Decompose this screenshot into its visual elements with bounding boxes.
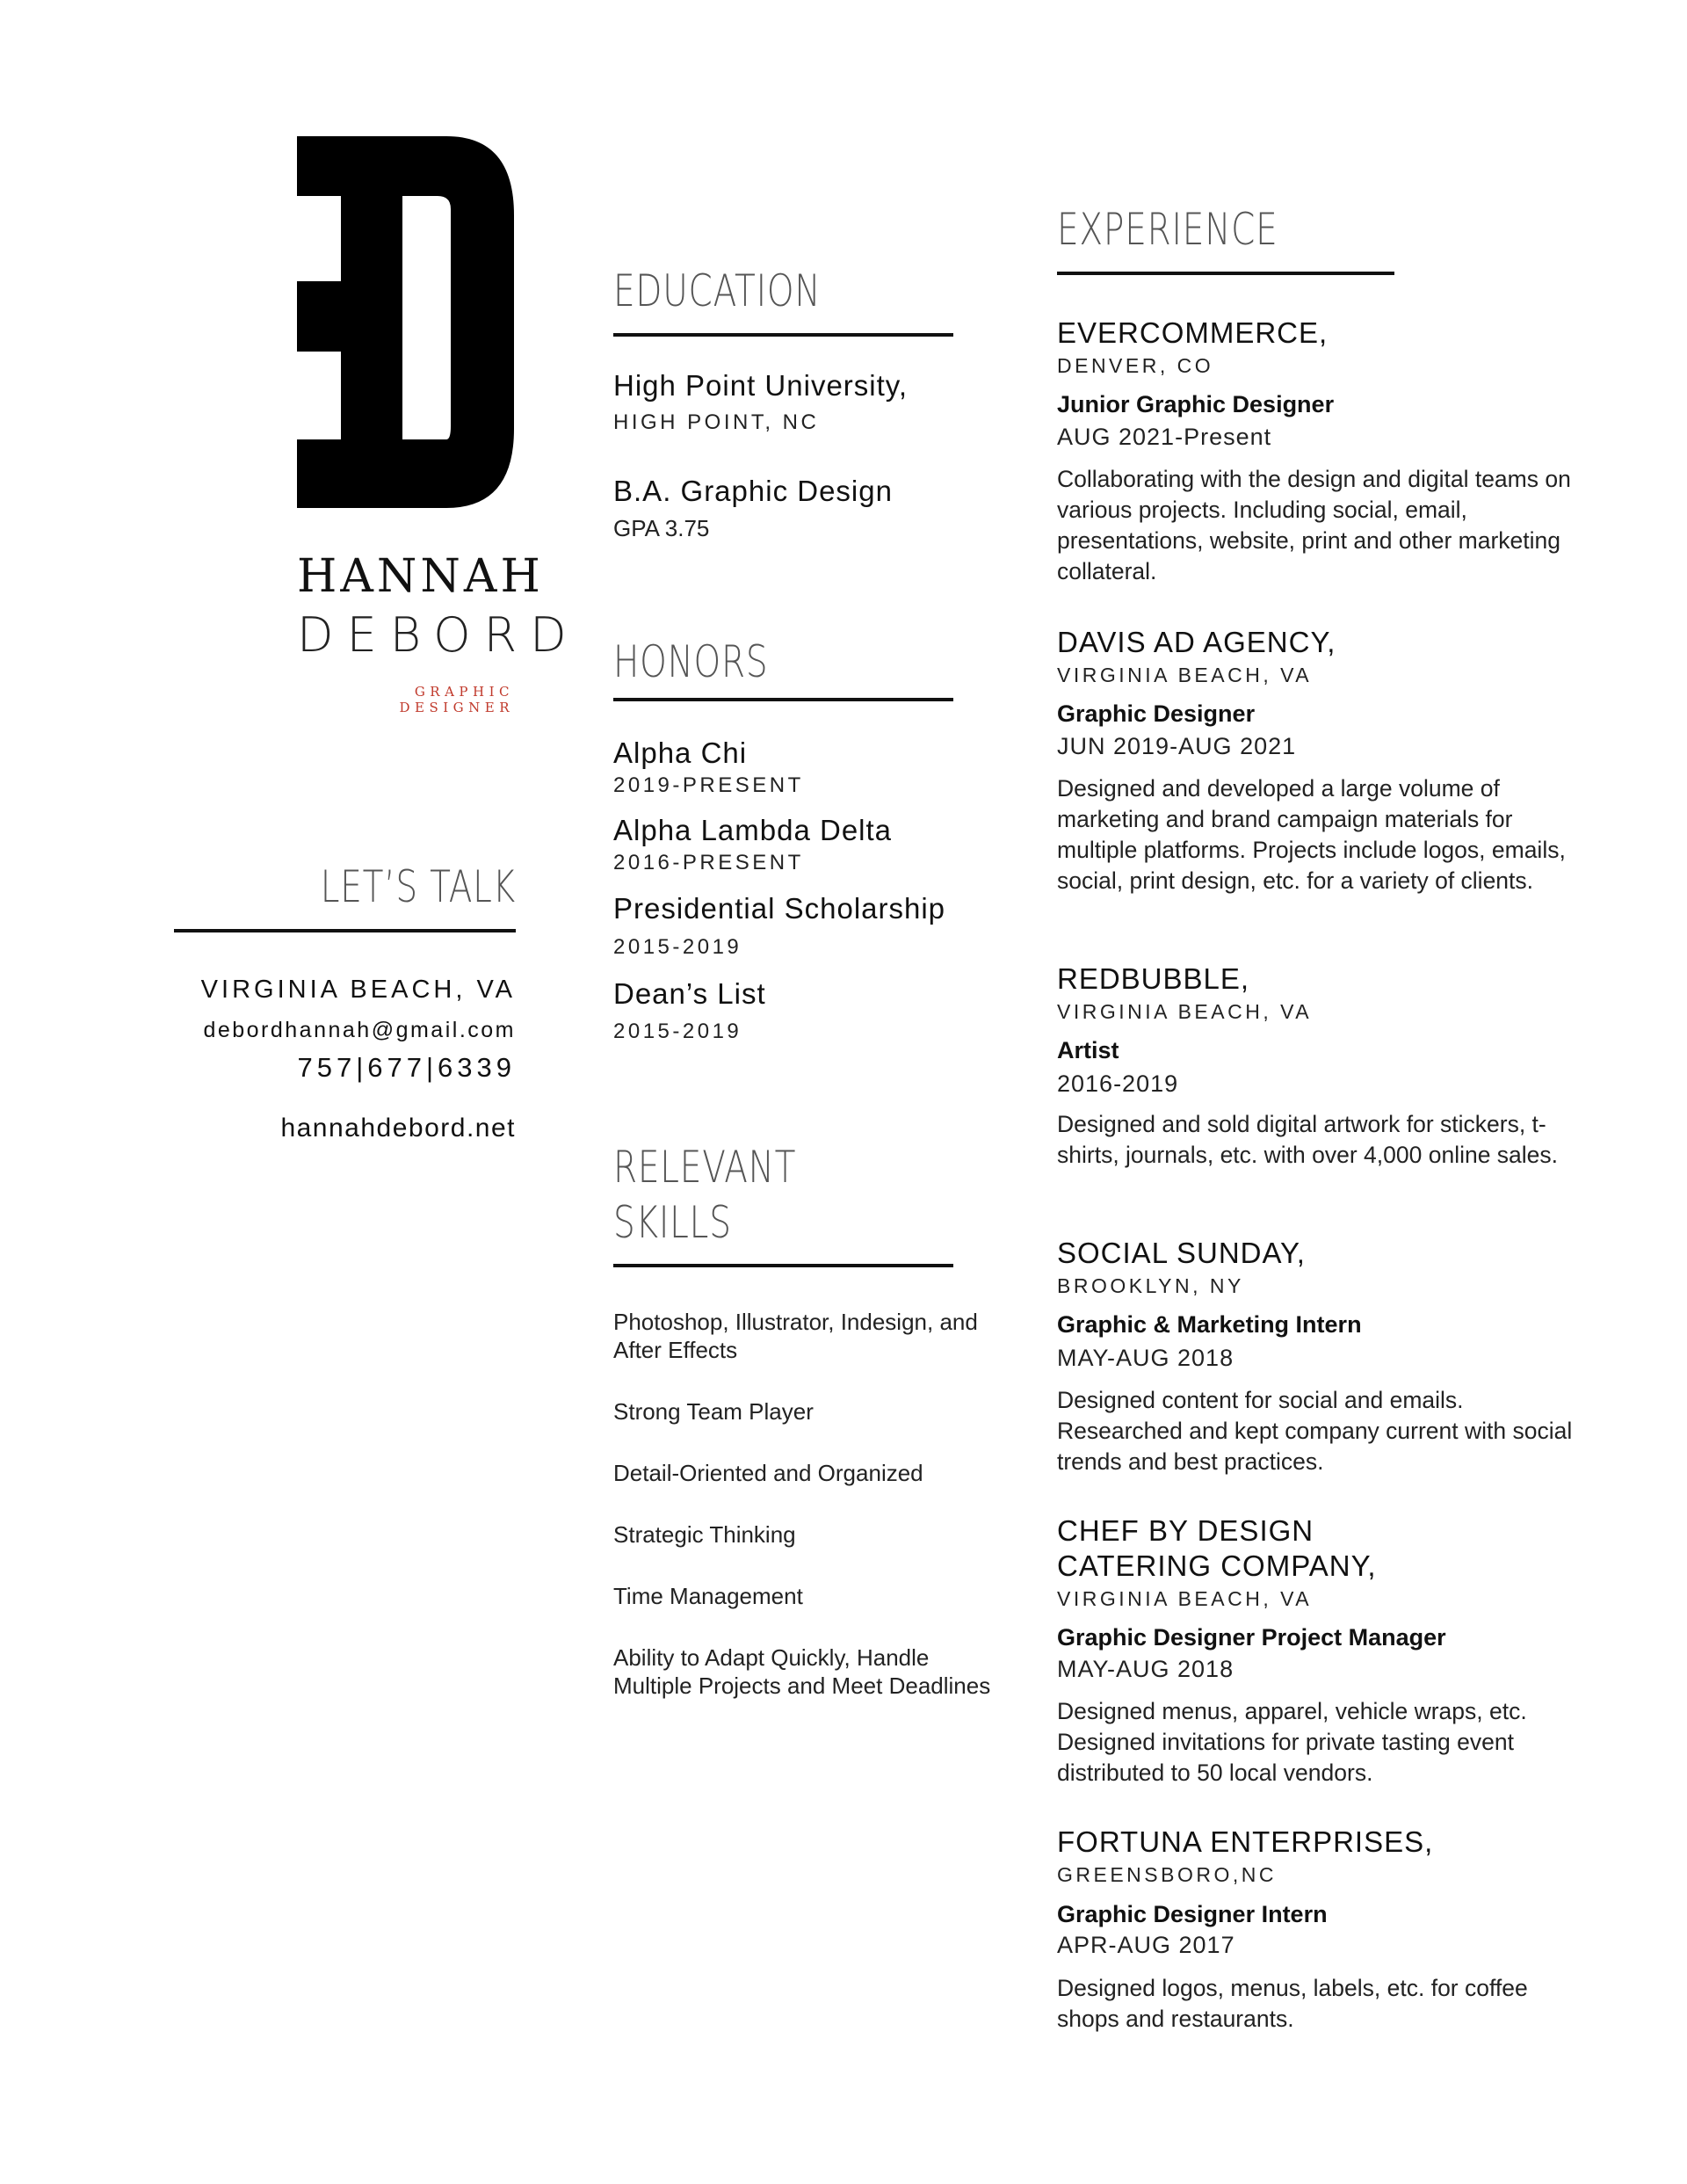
- name-last: DEBORD: [297, 607, 580, 663]
- experience-rule: [1057, 272, 1394, 275]
- job-dates: 2016-2019: [1057, 1070, 1179, 1097]
- job-company: DAVIS AD AGENCY,: [1057, 626, 1336, 658]
- honor-years: 2016-PRESENT: [613, 851, 804, 874]
- skill-item: Ability to Adapt Quickly, Handle Multiple Projects and Meet Deadlines: [613, 1644, 991, 1699]
- job-description: Collaborating with the design and digital teams on various projects. Including social, email, presentations, website, print and other marketing collateral.: [1057, 466, 1571, 584]
- job-description: Designed and developed a large volume of marketing and brand campaign materials for multiple platforms. Projects include logos, emails, social, print design, etc. for a variety of clients.: [1057, 775, 1566, 894]
- job-location: VIRGINIA BEACH, VA: [1057, 1000, 1313, 1023]
- job-company: REDBUBBLE,: [1057, 962, 1250, 995]
- job-role: Graphic & Marketing Intern: [1057, 1311, 1362, 1338]
- skill-item: Strategic Thinking: [613, 1521, 796, 1548]
- contact-rule: [174, 929, 516, 932]
- skill-item: Time Management: [613, 1583, 803, 1609]
- job-role: Graphic Designer Project Manager: [1057, 1624, 1446, 1651]
- honor-name: Dean’s List: [613, 977, 766, 1010]
- honor-name: Alpha Lambda Delta: [613, 814, 893, 846]
- skills-rule: [613, 1264, 953, 1267]
- education-location: HIGH POINT, NC: [613, 410, 820, 434]
- contact-section-title: LET’S TALK: [320, 861, 516, 912]
- contact-phone[interactable]: 757|677|6339: [297, 1052, 516, 1083]
- honor-name: Presidential Scholarship: [613, 892, 946, 925]
- skill-item: Photoshop, Illustrator, Indesign, and After Effects: [613, 1309, 978, 1363]
- skills-section-title-line2: SKILLS: [613, 1197, 732, 1248]
- name-first: HANNAH: [297, 550, 544, 603]
- education-section-title: EDUCATION: [613, 265, 822, 316]
- honor-name: Alpha Chi: [613, 736, 748, 769]
- education-gpa: GPA 3.75: [613, 515, 710, 541]
- job-title: GRAPHIC DESIGNER: [399, 684, 514, 715]
- job-description: Designed and sold digital artwork for stickers, t-shirts, journals, etc. with over 4,000 online sales.: [1057, 1111, 1559, 1168]
- job-company: FORTUNA ENTERPRISES,: [1057, 1825, 1434, 1858]
- contact-website[interactable]: hannahdebord.net: [280, 1114, 516, 1143]
- education-degree: B.A. Graphic Design: [613, 475, 893, 507]
- job-dates: APR-AUG 2017: [1057, 1932, 1235, 1958]
- job-company: EVERCOMMERCE,: [1057, 316, 1329, 349]
- job-role: Artist: [1057, 1037, 1119, 1063]
- job-dates: MAY-AUG 2018: [1057, 1656, 1234, 1682]
- job-role: Graphic Designer Intern: [1057, 1901, 1328, 1927]
- job-dates: AUG 2021-Present: [1057, 424, 1272, 450]
- education-rule: [613, 333, 953, 337]
- honors-section-title: HONORS: [613, 636, 769, 687]
- honors-rule: [613, 698, 953, 701]
- experience-section-title: EXPERIENCE: [1057, 204, 1278, 255]
- contact-email[interactable]: debordhannah@gmail.com: [203, 1018, 516, 1042]
- job-company: CHEF BY DESIGN CATERING COMPANY,: [1057, 1514, 1377, 1582]
- job-dates: JUN 2019-AUG 2021: [1057, 733, 1297, 759]
- job-description: Designed content for social and emails. Researched and kept company current with social trends and best practices.: [1057, 1387, 1573, 1475]
- job-location: VIRGINIA BEACH, VA: [1057, 1587, 1313, 1610]
- job-company: SOCIAL SUNDAY,: [1057, 1237, 1306, 1269]
- job-dates: MAY-AUG 2018: [1057, 1345, 1234, 1371]
- skill-item: Strong Team Player: [613, 1398, 814, 1425]
- job-location: DENVER, CO: [1057, 354, 1214, 377]
- honor-years: 2019-PRESENT: [613, 773, 804, 797]
- job-location: VIRGINIA BEACH, VA: [1057, 664, 1313, 686]
- job-description: Designed logos, menus, labels, etc. for coffee shops and restaurants.: [1057, 1975, 1528, 2032]
- job-description: Designed menus, apparel, vehicle wraps, etc. Designed invitations for private tasting event distributed to 50 local vendors.: [1057, 1698, 1527, 1786]
- job-role: Junior Graphic Designer: [1057, 391, 1335, 417]
- honor-years: 2015-2019: [613, 1019, 742, 1043]
- honor-years: 2015-2019: [613, 935, 742, 959]
- contact-city: VIRGINIA BEACH, VA: [200, 976, 516, 1004]
- skills-section-title-line1: RELEVANT: [613, 1142, 797, 1193]
- job-role: Graphic Designer: [1057, 700, 1256, 727]
- monogram-logo: [297, 136, 514, 508]
- job-location: GREENSBORO,NC: [1057, 1863, 1277, 1886]
- skill-item: Detail-Oriented and Organized: [613, 1460, 923, 1486]
- job-location: BROOKLYN, NY: [1057, 1274, 1244, 1297]
- education-school: High Point University,: [613, 369, 909, 402]
